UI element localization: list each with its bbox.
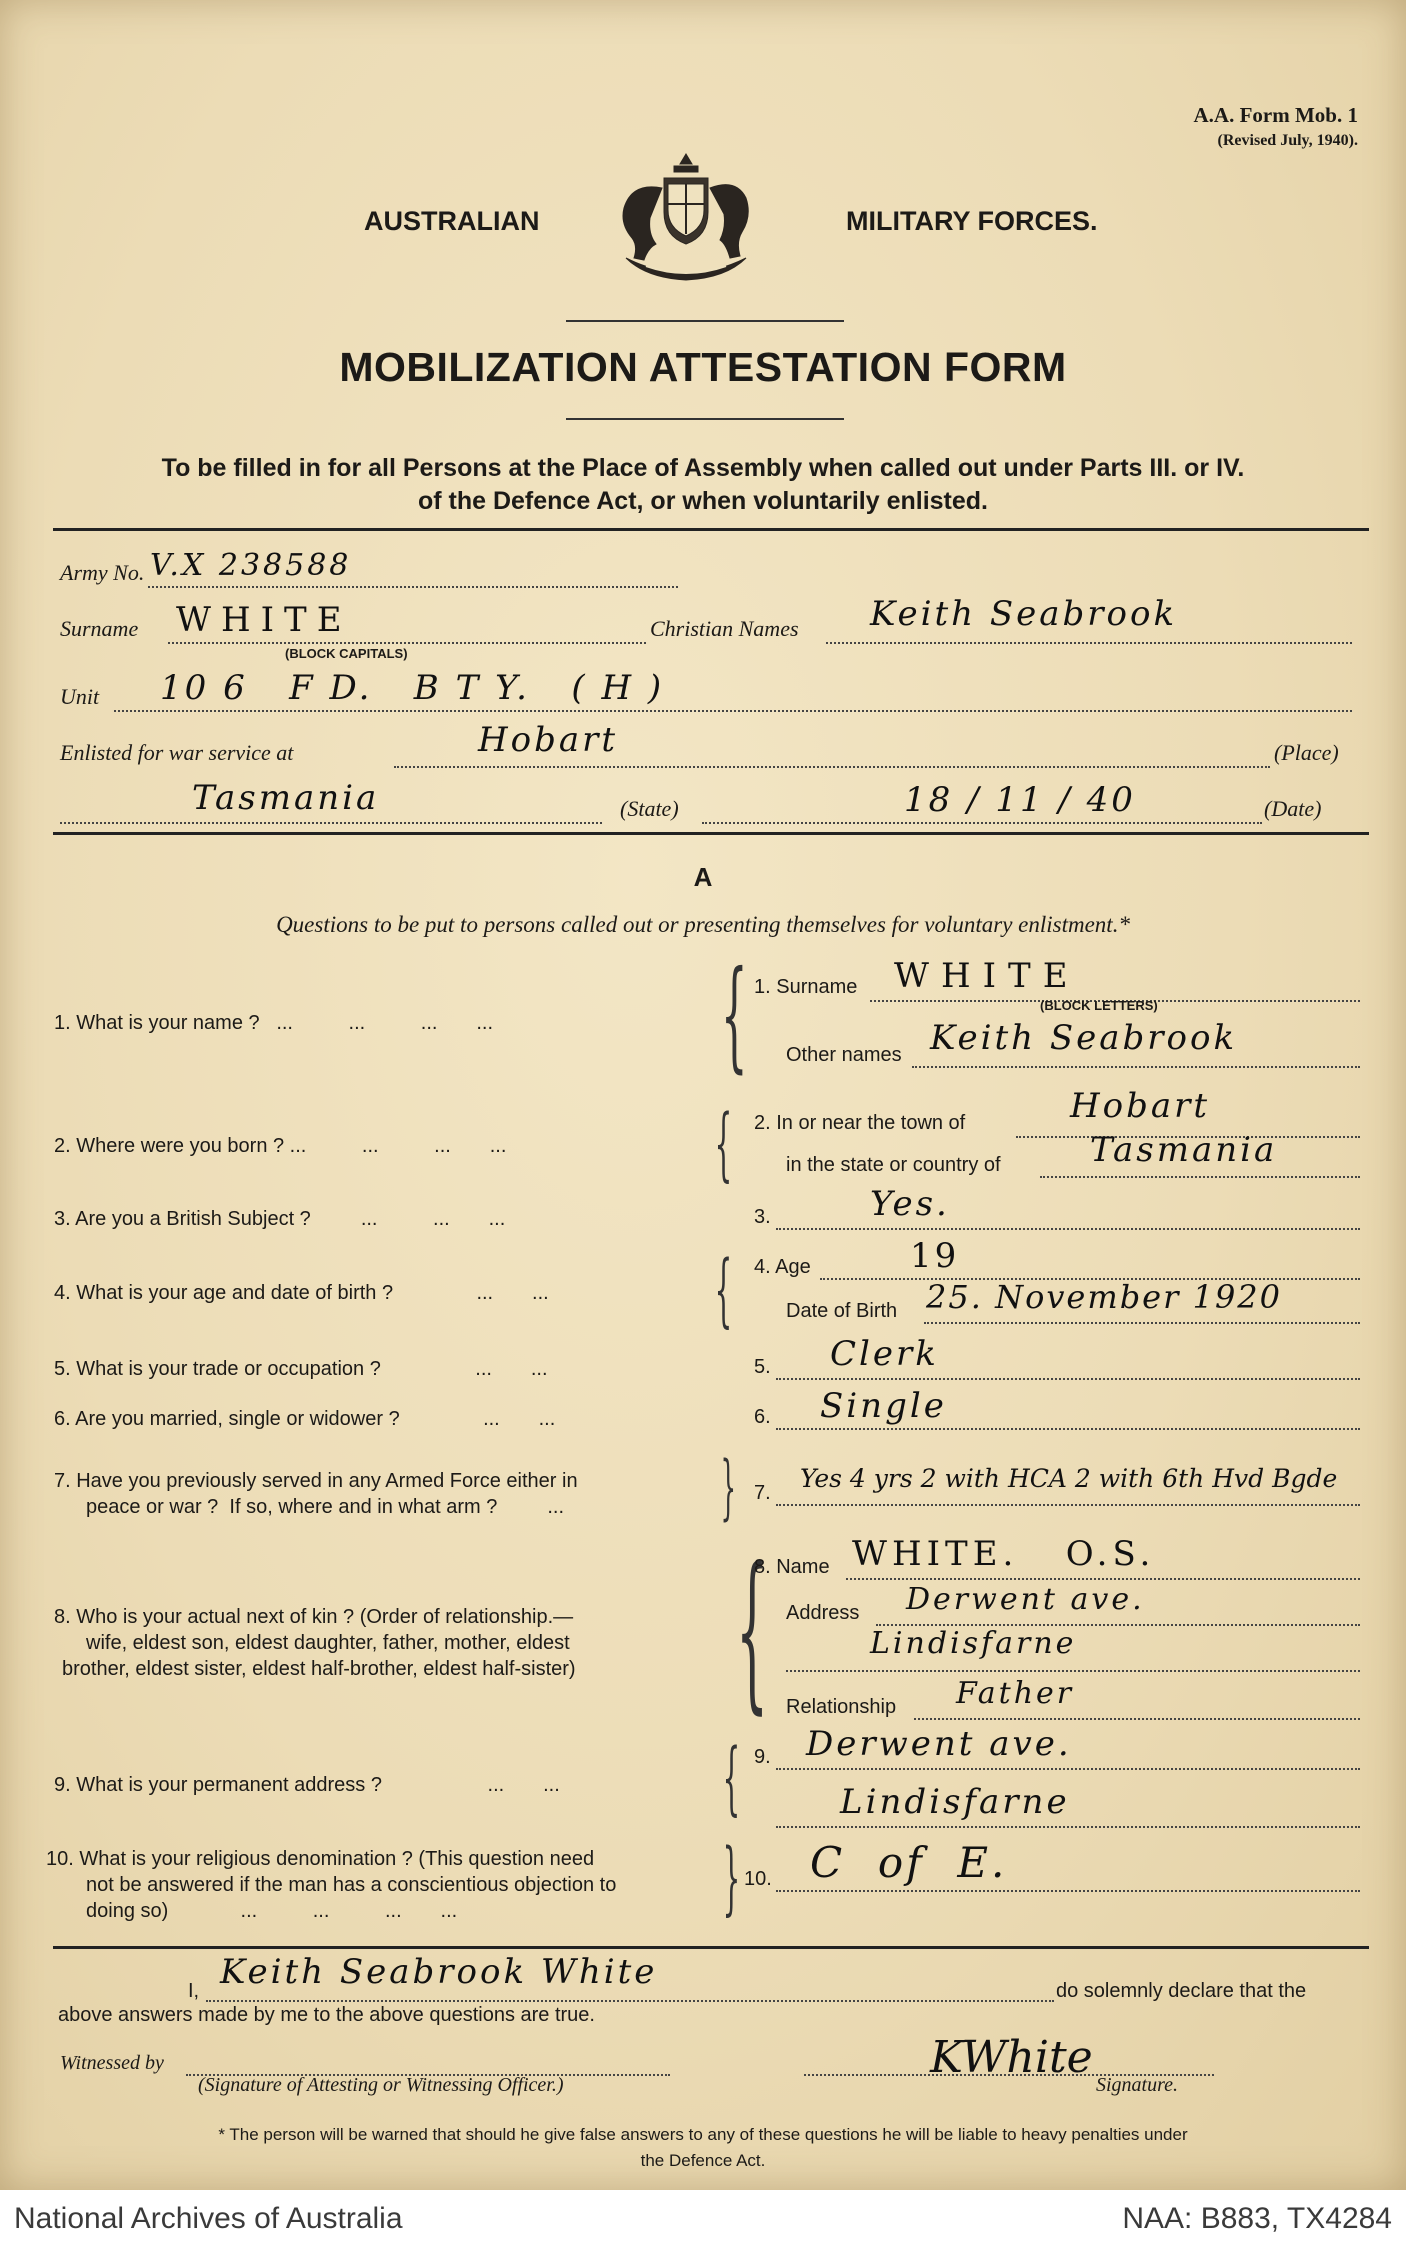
surname-line [168, 642, 646, 644]
christian-names-value: Keith Seabrook [870, 594, 1178, 634]
form-number: A.A. Form Mob. 1 [1193, 103, 1358, 127]
answer-5-value: Clerk [830, 1334, 939, 1374]
answer-4-age-value: 19 [910, 1236, 960, 1276]
answer-8-relationship-value: Father [956, 1676, 1075, 1711]
answer-10-line [776, 1890, 1360, 1892]
question-10-line-1: 10. What is your religious denomination ? (This question need [46, 1848, 595, 1870]
question-10-line-2: not be answered if the man has a conscientious objection to [86, 1874, 617, 1896]
unit-value: 10 6 F D. B T Y. ( H ) [160, 668, 665, 708]
answer-8-address-value-2: Lindisfarne [870, 1626, 1077, 1661]
header-australian: AUSTRALIAN [364, 206, 540, 236]
place-label: (Place) [1274, 740, 1339, 765]
army-no-line [148, 586, 678, 588]
question-7-line-1: 7. Have you previously served in any Armed Force either in [54, 1470, 578, 1492]
answer-9-line-2 [776, 1826, 1360, 1828]
section-a-heading: A [693, 862, 713, 892]
archive-name: National Archives of Australia [14, 2202, 403, 2235]
christian-names-line [826, 642, 1352, 644]
answer-10-value: C of E. [810, 1838, 1008, 1887]
block-capitals-note: (BLOCK CAPITALS) [285, 646, 408, 661]
army-no-value: V.X 238588 [150, 548, 352, 583]
answer-7-line [776, 1504, 1360, 1506]
answer-8-name-value: WHITE. O.S. [852, 1534, 1156, 1574]
question-2: 2. Where were you born ? ... ... ... ... [54, 1135, 507, 1157]
declaration-i: I, [188, 1980, 200, 2002]
form-number-block [1194, 102, 1358, 154]
footnote [0, 2122, 1406, 2174]
declaration-line-2: above answers made by me to the above questions are true. [58, 2004, 595, 2026]
answer-1-other-label: Other names [786, 1044, 902, 1066]
brace-9: { [722, 1731, 741, 1824]
officer-signature-caption: (Signature of Attesting or Witnessing Officer.) [198, 2074, 564, 2096]
question-10 [46, 1846, 616, 1924]
question-5: 5. What is your trade or occupation ? ... ... [54, 1358, 548, 1380]
questions-intro: Questions to be put to persons called out or presenting themselves for voluntary enlistment.* [276, 912, 1130, 937]
answer-2-town-label: 2. In or near the town of [754, 1112, 966, 1134]
answer-8-address-value-1: Derwent ave. [906, 1582, 1145, 1617]
date-value: 18 / 11 / 40 [904, 780, 1136, 820]
question-3: 3. Are you a British Subject ? ... ... ... [54, 1208, 506, 1230]
answer-5-line [776, 1378, 1360, 1380]
question-7-line-2: peace or war ? If so, where and in what arm ? ... [86, 1496, 564, 1518]
answer-6-label: 6. [754, 1406, 771, 1428]
unit-label: Unit [60, 684, 100, 709]
answer-10-label: 10. [744, 1868, 772, 1890]
brace-1: { [720, 946, 748, 1085]
state-line [60, 822, 602, 824]
enlisted-value: Hobart [478, 720, 619, 760]
question-8-line-1: 8. Who is your actual next of kin ? (Order of relationship.— [54, 1606, 574, 1628]
answer-1-surname-value: WHITE [894, 956, 1080, 996]
answer-8-relationship-label: Relationship [786, 1696, 897, 1718]
question-1: 1. What is your name ? ... ... ... ... [54, 1012, 494, 1034]
answer-2-state-line [1040, 1176, 1360, 1178]
answer-9-value-2: Lindisfarne [840, 1782, 1070, 1822]
question-8-line-2: wife, eldest son, eldest daughter, father, mother, eldest [86, 1632, 570, 1654]
question-10-line-3: doing so) ... ... ... ... [86, 1900, 458, 1922]
answer-9-value-1: Derwent ave. [806, 1724, 1072, 1764]
answer-3-label: 3. [754, 1206, 771, 1228]
army-no-label: Army No. [60, 560, 145, 585]
footnote-line-2: the Defence Act. [640, 2151, 766, 2170]
question-7 [54, 1468, 578, 1520]
answer-8-address-line-2 [786, 1670, 1360, 1672]
intro-text [0, 452, 1406, 518]
answer-9-line-1 [776, 1768, 1360, 1770]
fields-rule [53, 832, 1369, 835]
declaration-name-line [206, 2000, 1054, 2002]
answer-1-other-line [912, 1066, 1360, 1068]
unit-line [114, 710, 1352, 712]
question-8 [54, 1604, 576, 1682]
surname-value: WHITE [176, 600, 352, 640]
title-rule-bottom [566, 418, 844, 420]
form-title: MOBILIZATION ATTESTATION FORM [339, 344, 1067, 390]
archive-reference: NAA: B883, TX4284 [1122, 2202, 1392, 2235]
intro-line-2: of the Defence Act, or when voluntarily enlisted. [417, 487, 988, 515]
answer-7-value: Yes 4 yrs 2 with HCA 2 with 6th Hvd Bgde [800, 1464, 1338, 1493]
answer-6-line [776, 1428, 1360, 1430]
state-value: Tasmania [192, 778, 380, 818]
answer-6-value: Single [820, 1386, 947, 1426]
footnote-line-1: * The person will be warned that should he give false answers to any of these questions he will be liable to heavy penalties under [218, 2125, 1188, 2144]
answer-3-line [776, 1228, 1360, 1230]
answer-4-age-label: 4. Age [754, 1256, 811, 1278]
form-revised: (Revised July, 1940). [1217, 132, 1358, 149]
signature-caption: Signature. [1096, 2074, 1179, 2096]
header-military-forces: MILITARY FORCES. [846, 206, 1098, 236]
declaration-rule [53, 1946, 1369, 1949]
question-9: 9. What is your permanent address ? ... ... [54, 1774, 560, 1796]
answer-7-label: 7. [754, 1482, 771, 1504]
date-line [702, 822, 1262, 824]
answer-8-relationship-line [914, 1718, 1360, 1720]
witnessed-label: Witnessed by [60, 2052, 164, 2074]
top-rule [53, 528, 1369, 531]
surname-label: Surname [60, 616, 139, 641]
brace-10: } [722, 1831, 741, 1924]
enlisted-label: Enlisted for war service at [60, 740, 294, 765]
title-rule-top [566, 320, 844, 322]
intro-line-1: To be filled in for all Persons at the Place of Assembly when called out under Parts III. or IV. [161, 454, 1245, 482]
brace-4: { [714, 1243, 733, 1336]
brace-7: } [720, 1446, 737, 1528]
question-8-line-3: brother, eldest sister, eldest half-brother, eldest half-sister) [62, 1658, 576, 1680]
block-letters-note: (BLOCK LETTERS) [1040, 998, 1158, 1013]
answer-8-address-label: Address [786, 1602, 860, 1624]
answer-1-other-value: Keith Seabrook [930, 1018, 1238, 1058]
archive-footer [0, 2190, 1406, 2250]
answer-8-name-line [846, 1578, 1360, 1580]
answer-4-dob-line [924, 1322, 1360, 1324]
answer-4-dob-label: Date of Birth [786, 1300, 898, 1322]
date-label: (Date) [1264, 796, 1322, 821]
declaration-name-value: Keith Seabrook White [220, 1952, 658, 1992]
question-6: 6. Are you married, single or widower ? ... ... [54, 1408, 556, 1430]
answer-3-value: Yes. [870, 1184, 950, 1224]
christian-names-label: Christian Names [650, 616, 799, 641]
answer-5-label: 5. [754, 1356, 771, 1378]
answer-9-label: 9. [754, 1746, 771, 1768]
answer-2-state-value: Tasmania [1090, 1130, 1278, 1170]
answer-8-name-label: 8. Name [754, 1556, 830, 1578]
enlisted-line [394, 766, 1270, 768]
answer-1-surname-label: 1. Surname [754, 976, 858, 998]
question-4: 4. What is your age and date of birth ? ... ... [54, 1282, 549, 1304]
brace-8: { [735, 1532, 769, 1730]
coat-of-arms-icon [606, 148, 766, 296]
answer-2-town-value: Hobart [1070, 1086, 1211, 1126]
answer-4-dob-value: 25. November 1920 [926, 1278, 1283, 1316]
state-label: (State) [620, 796, 679, 821]
answer-2-state-label: in the state or country of [786, 1154, 1001, 1176]
declaration-solemnly: do solemnly declare that the [1056, 1980, 1307, 2002]
brace-2: { [714, 1097, 733, 1190]
signature-value: KWhite [930, 2032, 1093, 2083]
